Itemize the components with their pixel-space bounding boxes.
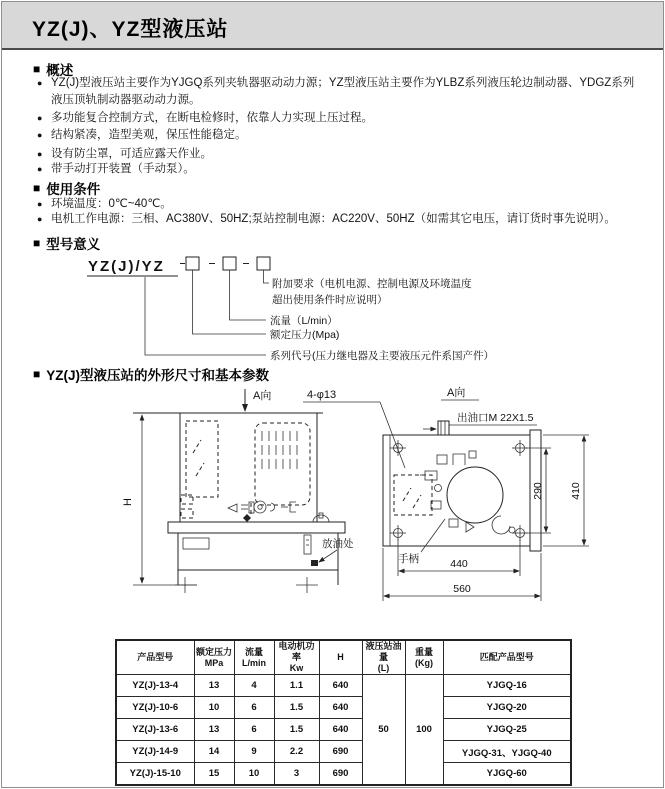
cell-power: 2.2 bbox=[274, 741, 319, 763]
cell-product-model: YZ(J)-15-10 bbox=[116, 763, 194, 786]
cell-product-model: YZ(J)-10-6 bbox=[116, 697, 194, 719]
cell-power: 1.1 bbox=[274, 675, 319, 697]
drain-label: 放油处 bbox=[322, 538, 354, 550]
cell-flow: 6 bbox=[234, 719, 274, 741]
cell-h: 640 bbox=[319, 719, 362, 741]
cell-pressure: 10 bbox=[194, 697, 234, 719]
model-code-text: YZ(J)/YZ bbox=[88, 258, 165, 275]
section-heading-dimensions bbox=[33, 364, 269, 384]
cell-pressure: 15 bbox=[194, 763, 234, 786]
cell-pressure: 14 bbox=[194, 741, 234, 763]
cell-weight: 100 bbox=[405, 675, 443, 786]
overview-bullet bbox=[37, 110, 641, 127]
bullet-icon: ● bbox=[37, 214, 43, 224]
col-header-product-model: 产品型号 bbox=[116, 640, 194, 675]
section-heading-usage bbox=[33, 178, 100, 198]
cell-matching-model: YJGQ-25 bbox=[443, 719, 571, 741]
cell-flow: 10 bbox=[234, 763, 274, 786]
col-header-h: H bbox=[319, 640, 362, 675]
col-header-weight: 重量 (Kg) bbox=[405, 640, 443, 675]
cell-h: 690 bbox=[319, 741, 362, 763]
bullet-text: 多功能复合控制方式，在断电检修时，依靠人力实现上压过程。 bbox=[51, 112, 373, 124]
table-row bbox=[116, 763, 571, 786]
bullet-icon: ● bbox=[37, 199, 43, 209]
height-dim-label: H bbox=[122, 498, 134, 506]
col-header-oil-volume: 液压站油量 (L) bbox=[362, 640, 405, 675]
section-heading-label: 使用条件 bbox=[46, 182, 101, 197]
table-row bbox=[116, 697, 571, 719]
dim-560-label: 560 bbox=[453, 583, 471, 595]
col-header-motor-power: 电动机功率 Kw bbox=[274, 640, 319, 675]
model-callout-extra-line2: 超出使用条件时应说明） bbox=[272, 294, 388, 306]
bullet-text: 带手动打开装置（手动泵）。 bbox=[51, 163, 195, 175]
top-view-drawing bbox=[383, 385, 589, 601]
bullet-text: 环境温度：0℃~40℃。 bbox=[51, 198, 172, 210]
front-view-drawing bbox=[122, 388, 354, 593]
cell-flow: 4 bbox=[234, 675, 274, 697]
top-view-label: A向 bbox=[447, 387, 466, 399]
cell-h: 640 bbox=[319, 697, 362, 719]
cell-power: 3 bbox=[274, 763, 319, 786]
col-header-flow: 流量 L/min bbox=[234, 640, 274, 675]
cell-h: 640 bbox=[319, 675, 362, 697]
dim-440-label: 440 bbox=[450, 558, 468, 570]
bullet-icon: ● bbox=[37, 149, 43, 159]
model-box-1 bbox=[186, 257, 199, 270]
bullet-text: 结构紧凑，造型美观，保压性能稳定。 bbox=[51, 129, 247, 141]
front-view-label: A向 bbox=[253, 390, 272, 402]
overview-bullet bbox=[37, 127, 641, 144]
model-callout-extra-line1: 附加要求（电机电源、控制电源及环境温度 bbox=[272, 278, 472, 290]
bullet-text: YZ(J)型液压站主要作为YJGQ系列夹轨器驱动动力源；YZ型液压站主要作为YLBZ系列液压轮边制动器、YDGZ系列液压顶轨制动器驱动动力源。 bbox=[51, 77, 635, 106]
section-heading-label: YZ(J)型液压站的外形尺寸和基本参数 bbox=[46, 368, 269, 383]
bullet-icon: ● bbox=[37, 130, 43, 140]
header-band bbox=[2, 2, 663, 50]
handle-label: 手柄 bbox=[398, 553, 419, 565]
bullet-icon: ● bbox=[37, 113, 43, 123]
cell-power: 1.5 bbox=[274, 697, 319, 719]
cell-matching-model: YJGQ-20 bbox=[443, 697, 571, 719]
bolt-holes-label: 4-φ13 bbox=[307, 389, 337, 401]
square-marker-icon: ■ bbox=[33, 181, 41, 195]
parameters-table bbox=[115, 639, 572, 786]
dim-410-label: 410 bbox=[570, 482, 582, 500]
table-row bbox=[116, 719, 571, 741]
outlet-label: 出油口M 22X1.5 bbox=[457, 412, 534, 424]
cell-h: 690 bbox=[319, 763, 362, 786]
table-row bbox=[116, 741, 571, 763]
cell-pressure: 13 bbox=[194, 719, 234, 741]
bullet-text: 设有防尘罩，可适应露天作业。 bbox=[51, 148, 212, 160]
section-heading-label: 概述 bbox=[46, 63, 74, 78]
bullet-icon: ● bbox=[37, 164, 43, 174]
model-callout-flow: 流量（L/min） bbox=[270, 315, 338, 327]
square-marker-icon: ■ bbox=[33, 236, 41, 250]
dim-290-label: 290 bbox=[532, 482, 544, 500]
usage-bullet bbox=[37, 211, 641, 228]
cell-matching-model: YJGQ-60 bbox=[443, 763, 571, 786]
col-header-matching-model: 匹配产品型号 bbox=[443, 640, 571, 675]
cell-flow: 6 bbox=[234, 697, 274, 719]
bullet-icon: ● bbox=[37, 78, 43, 88]
square-marker-icon: ■ bbox=[33, 367, 41, 381]
page-title: YZ(J)、YZ型液压站 bbox=[32, 18, 229, 41]
model-callout-pressure: 额定压力(Mpa) bbox=[270, 329, 340, 341]
table-row bbox=[116, 675, 571, 697]
cell-flow: 9 bbox=[234, 741, 274, 763]
model-callout-series: 系列代号(压力继电器及主要液压元件系国产件） bbox=[270, 350, 494, 362]
cell-pressure: 13 bbox=[194, 675, 234, 697]
model-box-2 bbox=[223, 257, 236, 270]
cell-product-model: YZ(J)-13-4 bbox=[116, 675, 194, 697]
dimension-drawings bbox=[85, 383, 655, 623]
model-box-3 bbox=[257, 257, 270, 270]
bullet-text: 电机工作电源：三相、AC380V、50HZ;泵站控制电源：AC220V、50HZ（如需其它电压，请订货时事先说明）。 bbox=[51, 213, 616, 225]
cell-product-model: YZ(J)-14-9 bbox=[116, 741, 194, 763]
overview-bullet bbox=[37, 161, 641, 178]
cell-matching-model: YJGQ-16 bbox=[443, 675, 571, 697]
model-designation-diagram bbox=[85, 247, 505, 365]
square-marker-icon: ■ bbox=[33, 62, 41, 76]
col-header-rated-pressure: 额定压力 MPa bbox=[194, 640, 234, 675]
section-heading-label: 型号意义 bbox=[46, 237, 101, 252]
overview-bullet bbox=[37, 75, 641, 109]
cell-matching-model: YJGQ-31、YJGQ-40 bbox=[443, 741, 571, 763]
table-header-row bbox=[116, 640, 571, 675]
cell-power: 1.5 bbox=[274, 719, 319, 741]
cell-oil-volume: 50 bbox=[362, 675, 405, 786]
cell-product-model: YZ(J)-13-6 bbox=[116, 719, 194, 741]
